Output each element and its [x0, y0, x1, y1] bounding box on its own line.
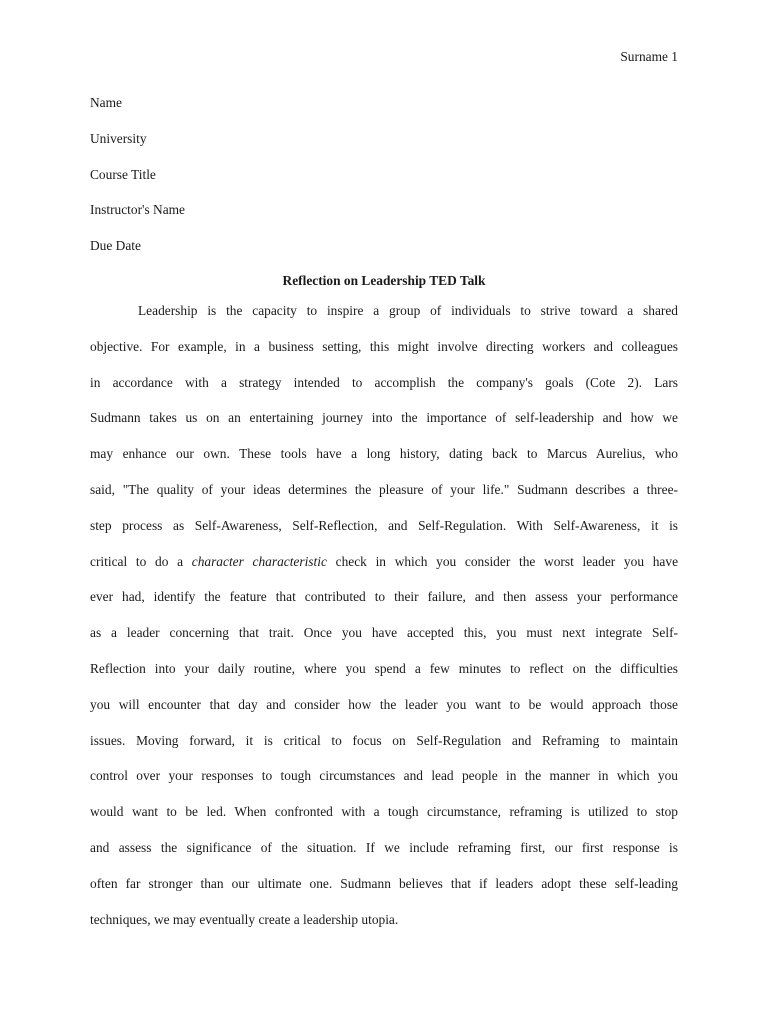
- paragraph-line: issues. Moving forward, it is critical to focus on Self-Regulation and Reframing to maintain: [90, 732, 678, 748]
- running-head: Surname 1: [620, 49, 678, 64]
- paragraph-line: control over your responses to tough circumstances and lead people in the manner in which you: [90, 768, 678, 784]
- paragraph-line: in accordance with a strategy intended to accomplish the company's goals (Cote 2). Lars: [90, 374, 678, 390]
- paragraph-line: Sudmann takes us on an entertaining journey into the importance of self-leadership and how we: [90, 410, 678, 426]
- essay-paragraph: [90, 298, 678, 942]
- line-suffix: check in which you consider the worst leader you have: [335, 553, 679, 569]
- paragraph-line: objective. For example, in a business setting, this might involve directing workers and colleagues: [90, 338, 678, 354]
- university-name: University: [90, 130, 147, 146]
- paragraph-line: often far stronger than our ultimate one. Sudmann believes that if leaders adopt these self-leading: [90, 875, 678, 891]
- paragraph-line: Leadership is the capacity to inspire a group of individuals to strive toward a shared: [138, 303, 678, 318]
- paragraph-line: step process as Self-Awareness, Self-Reflection, and Self-Regulation. With Self-Awareness, it is: [90, 517, 678, 533]
- line-prefix: critical to do a: [90, 553, 184, 569]
- paragraph-line: said, "The quality of your ideas determines the pleasure of your life." Sudmann describes a three-: [90, 481, 678, 497]
- paragraph-line: and assess the significance of the situation. If we include reframing first, our first response is: [90, 839, 678, 855]
- due-date: Due Date: [90, 238, 141, 254]
- mla-heading: [90, 92, 185, 271]
- italic-term: character characteristic: [191, 553, 327, 569]
- course-title: Course Title: [90, 166, 156, 182]
- paragraph-line: may enhance our own. These tools have a long history, dating back to Marcus Aurelius, who: [90, 446, 678, 462]
- paragraph-line: ever had, identify the feature that contributed to their failure, and then assess your performance: [90, 589, 678, 605]
- paragraph-line: as a leader concerning that trait. Once you have accepted this, you must next integrate Self-: [90, 625, 678, 641]
- student-name: Name: [90, 95, 122, 110]
- paragraph-line-last: techniques, we may eventually create a leadership utopia.: [90, 911, 399, 927]
- paragraph-line-mixed: [90, 549, 678, 585]
- paragraph-line: would want to be led. When confronted with a tough circumstance, reframing is utilized to stop: [90, 804, 678, 820]
- instructor-name: Instructor's Name: [90, 202, 186, 218]
- essay-title: Reflection on Leadership TED Talk: [282, 273, 486, 288]
- paragraph-line: you will encounter that day and consider how the leader you want to be would approach those: [90, 696, 678, 712]
- paragraph-line: Reflection into your daily routine, where you spend a few minutes to reflect on the difficulties: [90, 660, 678, 676]
